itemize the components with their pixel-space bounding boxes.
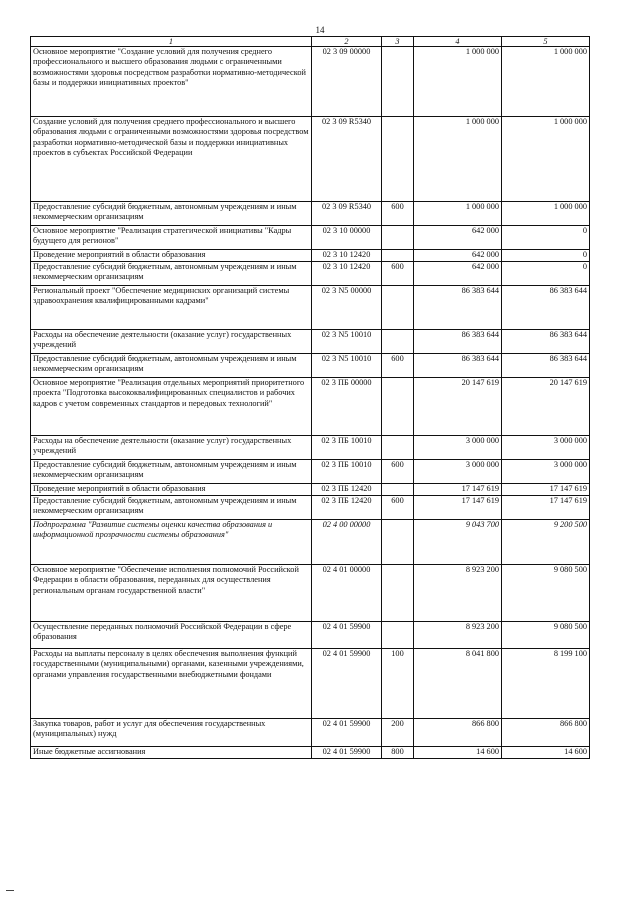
table-row: [31, 496, 590, 520]
row-expense-type: [382, 250, 414, 262]
row-name: Региональный проект "Обеспечение медицинских организаций системы здравоохранения квалифицированными кадрами": [31, 286, 312, 330]
row-amount-year2: 9 080 500: [502, 622, 590, 649]
row-name: Расходы на обеспечение деятельности (оказание услуг) государственных учреждений: [31, 436, 312, 460]
table-row: [31, 202, 590, 226]
row-expense-type: [382, 286, 414, 330]
row-amount-year1: 20 147 619: [414, 378, 502, 436]
row-name: Предоставление субсидий бюджетным, автономным учреждениям и иным некоммерческим организациям: [31, 496, 312, 520]
row-amount-year1: 1 000 000: [414, 47, 502, 117]
row-expense-type: [382, 520, 414, 565]
row-expense-type: 600: [382, 460, 414, 484]
row-amount-year2: 86 383 644: [502, 286, 590, 330]
row-name: Проведение мероприятий в области образования: [31, 484, 312, 496]
table-row: [31, 354, 590, 378]
row-name: Предоставление субсидий бюджетным, автономным учреждениям и иным некоммерческим организациям: [31, 460, 312, 484]
row-expense-type: [382, 484, 414, 496]
row-name: Расходы на обеспечение деятельности (оказание услуг) государственных учреждений: [31, 330, 312, 354]
row-code: 02 4 01 59900: [312, 622, 382, 649]
table-row: [31, 622, 590, 649]
row-amount-year2: 1 000 000: [502, 117, 590, 202]
row-expense-type: 100: [382, 649, 414, 719]
row-code: 02 3 ПБ 00000: [312, 378, 382, 436]
row-amount-year2: 14 600: [502, 747, 590, 759]
row-code: 02 3 ПБ 12420: [312, 484, 382, 496]
row-code: 02 3 10 00000: [312, 226, 382, 250]
row-amount-year1: 9 043 700: [414, 520, 502, 565]
row-amount-year1: 642 000: [414, 226, 502, 250]
row-expense-type: [382, 117, 414, 202]
row-amount-year2: 9 080 500: [502, 565, 590, 622]
row-name: Основное мероприятие "Реализация стратегической инициативы "Кадры будущего для регионов": [31, 226, 312, 250]
row-name: Предоставление субсидий бюджетным, автономным учреждениям и иным некоммерческим организациям: [31, 262, 312, 286]
table-row: [31, 330, 590, 354]
row-amount-year2: 20 147 619: [502, 378, 590, 436]
row-code: 02 4 00 00000: [312, 520, 382, 565]
row-expense-type: 600: [382, 202, 414, 226]
row-name: Предоставление субсидий бюджетным, автономным учреждениям и иным некоммерческим организациям: [31, 202, 312, 226]
column-number: 1: [31, 37, 312, 47]
row-code: 02 3 ПБ 10010: [312, 460, 382, 484]
row-amount-year2: 866 800: [502, 719, 590, 747]
row-code: 02 3 N5 10010: [312, 354, 382, 378]
row-amount-year1: 86 383 644: [414, 286, 502, 330]
row-code: 02 4 01 00000: [312, 565, 382, 622]
row-expense-type: 200: [382, 719, 414, 747]
row-expense-type: [382, 330, 414, 354]
row-amount-year1: 3 000 000: [414, 460, 502, 484]
table-row: [31, 378, 590, 436]
row-amount-year1: 8 923 200: [414, 565, 502, 622]
table-row: [31, 286, 590, 330]
row-code: 02 3 09 R5340: [312, 202, 382, 226]
table-row: [31, 520, 590, 565]
row-amount-year2: 1 000 000: [502, 47, 590, 117]
table-row: [31, 47, 590, 117]
row-code: 02 3 N5 10010: [312, 330, 382, 354]
row-expense-type: 600: [382, 262, 414, 286]
row-expense-type: [382, 565, 414, 622]
column-number: 2: [312, 37, 382, 47]
row-name: Подпрограмма "Развитие системы оценки качества образования и информационной прозрачности системы образования": [31, 520, 312, 565]
row-amount-year1: 866 800: [414, 719, 502, 747]
page-number: 14: [315, 25, 325, 35]
row-amount-year2: 0: [502, 250, 590, 262]
table-row: [31, 117, 590, 202]
row-amount-year2: 3 000 000: [502, 436, 590, 460]
column-number: 3: [382, 37, 414, 47]
row-amount-year1: 86 383 644: [414, 330, 502, 354]
row-code: 02 4 01 59900: [312, 747, 382, 759]
scan-artifact: [6, 890, 14, 891]
row-amount-year1: 1 000 000: [414, 117, 502, 202]
row-name: Иные бюджетные ассигнования: [31, 747, 312, 759]
row-expense-type: [382, 436, 414, 460]
row-amount-year2: 0: [502, 226, 590, 250]
row-amount-year1: 17 147 619: [414, 496, 502, 520]
row-amount-year2: 17 147 619: [502, 496, 590, 520]
row-amount-year2: 17 147 619: [502, 484, 590, 496]
table-row: [31, 649, 590, 719]
table-row: [31, 747, 590, 759]
column-number: 4: [414, 37, 502, 47]
row-name: Основное мероприятие "Реализация отдельных мероприятий приоритетного проекта "Подготовка высококвалифицированных специалистов и рабочих кадров с учетом современных стандартов и передовых технологий": [31, 378, 312, 436]
row-name: Предоставление субсидий бюджетным, автономным учреждениям и иным некоммерческим организациям: [31, 354, 312, 378]
row-amount-year1: 642 000: [414, 262, 502, 286]
row-code: 02 4 01 59900: [312, 649, 382, 719]
row-expense-type: [382, 378, 414, 436]
table-row: [31, 484, 590, 496]
row-amount-year1: 86 383 644: [414, 354, 502, 378]
row-amount-year1: 8 041 800: [414, 649, 502, 719]
row-amount-year2: 0: [502, 262, 590, 286]
row-name: Осуществление переданных полномочий Российской Федерации в сфере образования: [31, 622, 312, 649]
column-number-row: [31, 37, 590, 47]
row-code: 02 3 N5 00000: [312, 286, 382, 330]
row-expense-type: 800: [382, 747, 414, 759]
table-row: [31, 262, 590, 286]
row-amount-year2: 8 199 100: [502, 649, 590, 719]
row-expense-type: 600: [382, 354, 414, 378]
table-row: [31, 719, 590, 747]
row-expense-type: [382, 47, 414, 117]
row-name: Основное мероприятие "Создание условий для получения среднего профессионального и высшего образования людьми с ограниченными возможностями здоровья посредством разработки нормативно-методической базы и поддержки инициативных проектов": [31, 47, 312, 117]
row-code: 02 3 10 12420: [312, 262, 382, 286]
table-row: [31, 460, 590, 484]
row-code: 02 3 09 R5340: [312, 117, 382, 202]
row-amount-year2: 1 000 000: [502, 202, 590, 226]
row-amount-year2: 3 000 000: [502, 460, 590, 484]
row-code: 02 3 ПБ 10010: [312, 436, 382, 460]
table-row: [31, 250, 590, 262]
row-amount-year1: 3 000 000: [414, 436, 502, 460]
column-number: 5: [502, 37, 590, 47]
row-amount-year2: 86 383 644: [502, 330, 590, 354]
row-amount-year1: 17 147 619: [414, 484, 502, 496]
row-expense-type: [382, 226, 414, 250]
row-code: 02 4 01 59900: [312, 719, 382, 747]
row-expense-type: [382, 622, 414, 649]
row-name: Расходы на выплаты персоналу в целях обеспечения выполнения функций государственными (муниципальными) органами, казенными учреждениями, органами управления государственными внебюджетными фондами: [31, 649, 312, 719]
row-name: Основное мероприятие "Обеспечение исполнения полномочий Российской Федерации в области образования, переданных для осуществления региональным органам государственной власти": [31, 565, 312, 622]
row-expense-type: 600: [382, 496, 414, 520]
row-name: Проведение мероприятий в области образования: [31, 250, 312, 262]
row-code: 02 3 10 12420: [312, 250, 382, 262]
row-code: 02 3 ПБ 12420: [312, 496, 382, 520]
row-amount-year1: 642 000: [414, 250, 502, 262]
row-amount-year1: 1 000 000: [414, 202, 502, 226]
budget-table: [30, 36, 590, 759]
row-name: Закупка товаров, работ и услуг для обеспечения государственных (муниципальных) нужд: [31, 719, 312, 747]
row-amount-year1: 8 923 200: [414, 622, 502, 649]
table-row: [31, 436, 590, 460]
row-amount-year2: 9 200 500: [502, 520, 590, 565]
table-row: [31, 565, 590, 622]
row-name: Создание условий для получения среднего профессионального и высшего образования людьми с ограниченными возможностями здоровья посредством разработки нормативно-методической базы и поддержки инициативных проектов в субъектах Российской Федерации: [31, 117, 312, 202]
row-amount-year1: 14 600: [414, 747, 502, 759]
row-code: 02 3 09 00000: [312, 47, 382, 117]
table-row: [31, 226, 590, 250]
row-amount-year2: 86 383 644: [502, 354, 590, 378]
